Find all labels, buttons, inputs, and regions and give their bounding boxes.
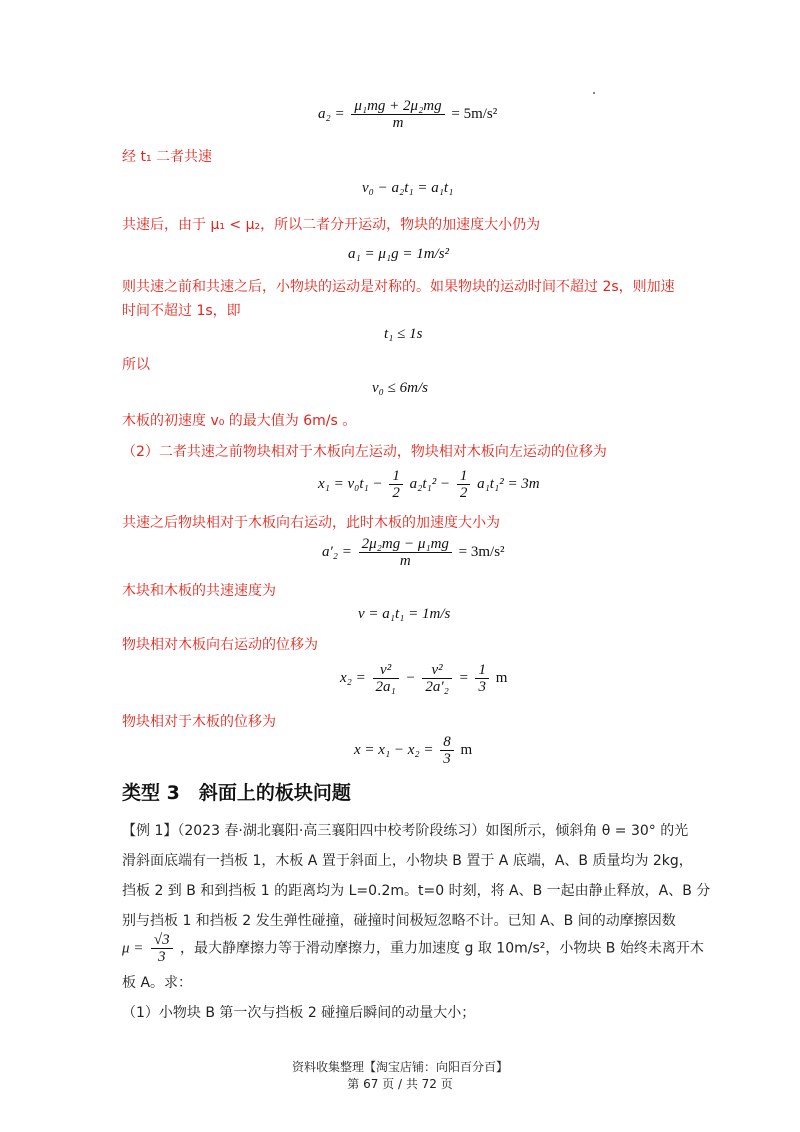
text-line: 木块和木板的共速速度为 xyxy=(122,583,276,599)
eq-lhs: x₁ = v₀t₁ − xyxy=(318,475,383,492)
fraction-denominator: m xyxy=(392,115,404,131)
fraction-denominator: 3 xyxy=(478,679,486,695)
eq-mid: − xyxy=(405,669,416,686)
fraction-denominator: 3 xyxy=(157,949,166,965)
eq-lhs: a₂ = xyxy=(318,105,345,122)
fraction-denominator: 2a′₂ xyxy=(425,679,449,695)
fraction xyxy=(440,734,454,767)
fraction-numerator: √3 xyxy=(151,932,173,949)
fraction-denominator: 2 xyxy=(392,485,400,501)
equation-v0: v₀ ≤ 6m/s xyxy=(372,380,428,396)
fraction-denominator: 2 xyxy=(459,485,468,501)
text-line: 物块相对木板向右运动的位移为 xyxy=(122,637,318,653)
equation-x1 xyxy=(318,468,540,501)
problem-text-rest: ，最大静摩擦力等于滑动摩擦力，重力加速度 g 取 10m/s²，小物块 B 始终未离开木 xyxy=(180,940,704,957)
equation-a1: a₁ = μ₁g = 1m/s² xyxy=(348,246,450,262)
problem-question: （1）小物块 B 第一次与挡板 2 碰撞后瞬间的动量大小； xyxy=(122,1005,476,1021)
text-line: 共速之后物块相对于木板向右运动，此时木板的加速度大小为 xyxy=(122,515,500,531)
text-line: 时间不超过 1s，即 xyxy=(122,303,241,319)
equation-x2 xyxy=(340,662,507,695)
fraction xyxy=(151,932,173,965)
fraction-numerator: 1 xyxy=(457,468,471,485)
equation-a2 xyxy=(318,98,497,131)
fraction xyxy=(351,98,444,131)
fraction-numerator: μ₁mg + 2μ₂mg xyxy=(351,98,444,115)
footer-page-number: 第 67 页 / 共 72 页 xyxy=(347,1077,453,1091)
fraction xyxy=(359,536,452,569)
eq-rhs: m xyxy=(460,741,473,758)
eq-equals: = xyxy=(458,669,469,686)
equation-v-common: v = a₁t₁ = 1m/s xyxy=(358,606,451,622)
mu-symbol: μ = xyxy=(122,940,144,957)
fraction-numerator: v² xyxy=(422,662,452,679)
fraction xyxy=(457,468,471,501)
equation-t1: t₁ ≤ 1s xyxy=(384,326,423,342)
fraction-numerator: v² xyxy=(373,662,399,679)
fraction-numerator: 1 xyxy=(475,662,489,679)
equation-x xyxy=(354,734,472,767)
equation-a2-prime xyxy=(322,536,505,569)
fraction-denominator: m xyxy=(399,553,411,569)
fraction-numerator: 8 xyxy=(440,734,454,751)
eq-rhs: = 5m/s² xyxy=(451,105,498,122)
fraction xyxy=(389,468,403,501)
problem-text: 别与挡板 1 和挡板 2 发生弹性碰撞，碰撞时间极短忽略不计。已知 A、B 间的动摩擦因数 xyxy=(122,913,676,929)
problem-text: 板 A。求： xyxy=(122,975,193,991)
text-line: 则共速之前和共速之后，小物块的运动是对称的。如果物块的运动时间不超过 2s，则加速 xyxy=(122,279,675,295)
fraction xyxy=(475,662,489,695)
eq-rhs: m xyxy=(495,669,508,686)
text-line: 共速后，由于 μ₁ < μ₂，所以二者分开运动，物块的加速度大小仍为 xyxy=(122,217,541,233)
footer-source: 资料收集整理【淘宝店铺：向阳百分百】 xyxy=(291,1060,508,1074)
text-line: 木板的初速度 v₀ 的最大值为 6m/s 。 xyxy=(122,413,357,429)
equation-v: v₀ − a₂t₁ = a₁t₁ xyxy=(362,180,454,196)
eq-rhs: a₁t₁² = 3m xyxy=(477,475,540,492)
eq-lhs: x = x₁ − x₂ = xyxy=(354,741,434,758)
problem-text: 滑斜面底端有一挡板 1，木板 A 置于斜面上，小物块 B 置于 A 底端，A、B 质量均为 2kg， xyxy=(122,853,693,869)
eq-mid: a₂t₁² − xyxy=(409,475,451,492)
section-heading: 类型 3 斜面上的板块问题 xyxy=(122,782,351,804)
text-line: 所以 xyxy=(122,357,150,373)
fraction-denominator: 2a₁ xyxy=(375,679,396,695)
fraction-numerator: 2μ₂mg − μ₁mg xyxy=(359,536,452,553)
text-line: 经 t₁ 二者共速 xyxy=(122,149,213,165)
eq-rhs: = 3m/s² xyxy=(458,543,505,560)
fraction-numerator: 1 xyxy=(389,468,403,485)
text-line: 物块相对于木板的位移为 xyxy=(122,714,276,730)
problem-text: 挡板 2 到 B 和到挡板 1 的距离均为 L=0.2m。t=0 时刻，将 A、B 一起由静止释放，A、B 分 xyxy=(122,883,711,899)
fraction-denominator: 3 xyxy=(443,751,451,767)
fraction xyxy=(422,662,452,695)
problem-text: 【例 1】（2023 春·湖北襄阳·高三襄阳四中校考阶段练习）如图所示，倾斜角 θ = 30° 的光 xyxy=(122,823,689,839)
mark-dot xyxy=(593,92,595,94)
text-line: （2）二者共速之前物块相对于木板向左运动，物块相对木板向左运动的位移为 xyxy=(122,444,607,460)
eq-lhs: a′₂ = xyxy=(322,543,352,560)
eq-lhs: x₂ = xyxy=(340,669,366,686)
problem-text-mu xyxy=(122,932,704,965)
fraction xyxy=(373,662,399,695)
